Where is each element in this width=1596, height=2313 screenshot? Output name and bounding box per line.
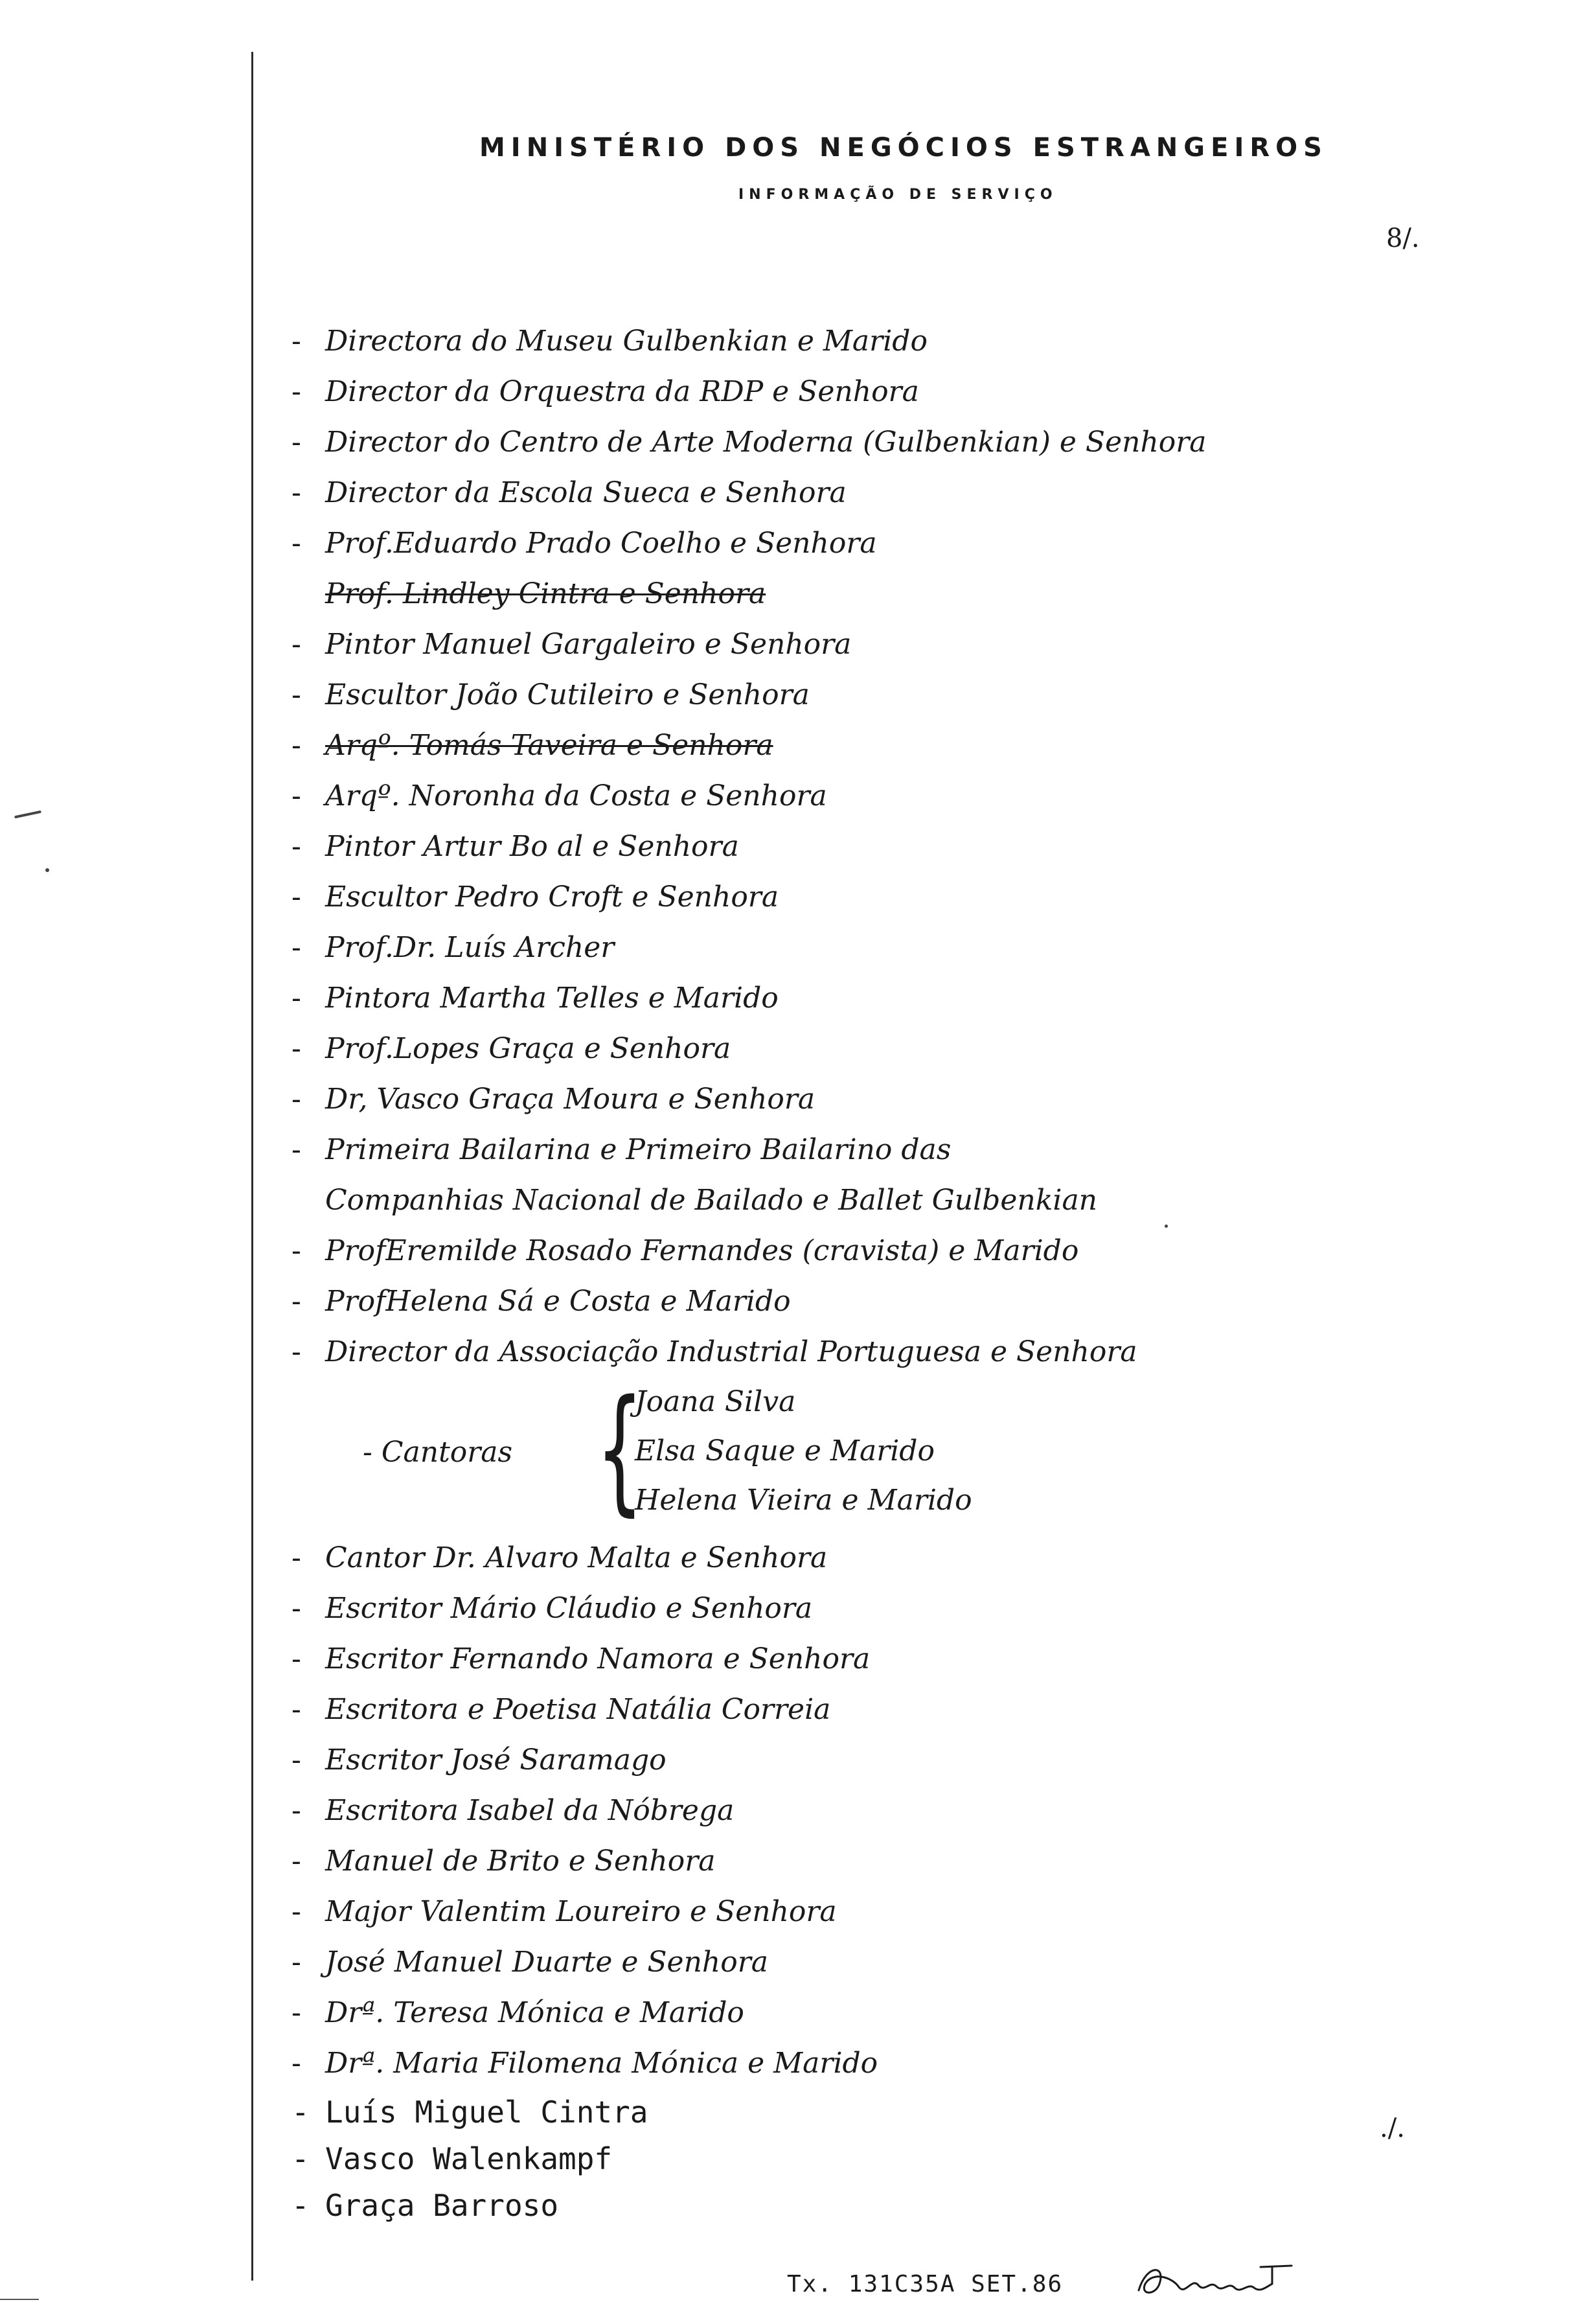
list-item: - Escritora e Poetisa Natália Correia: [291, 1693, 831, 1726]
singer-name: Joana Silva: [635, 1385, 796, 1418]
list-item: - Directora do Museu Gulbenkian e Marido: [291, 325, 928, 358]
list-item: - Director da Orquestra da RDP e Senhora: [291, 375, 919, 408]
list-item: - Director do Centro de Arte Moderna (Gulbenkian) e Senhora: [291, 426, 1207, 459]
list-item: - Prof.Lopes Graça e Senhora: [291, 1032, 731, 1065]
list-item: - Prof.Dr. Luís Archer: [291, 931, 615, 964]
singer-name: Elsa Saque e Marido: [635, 1434, 935, 1467]
list-item-struck: - Arqº. Tomás Taveira e Senhora: [291, 729, 773, 762]
list-item: - Escritora Isabel da Nóbrega: [291, 1794, 735, 1827]
continue-mark: ./.: [1380, 2113, 1405, 2143]
list-item: - Escultor João Cutileiro e Senhora: [291, 678, 810, 711]
list-item-continuation: Companhias Nacional de Bailado e Ballet Gulbenkian: [325, 1184, 1098, 1217]
scan-speck: [14, 811, 41, 819]
list-item: - Escultor Pedro Croft e Senhora: [291, 880, 779, 914]
scan-speck: [1165, 1225, 1168, 1228]
list-item: - Graça Barroso: [291, 2188, 559, 2223]
list-item: - Pintora Martha Telles e Marido: [291, 982, 779, 1015]
list-item: - Major Valentim Loureiro e Senhora: [291, 1895, 837, 1928]
list-item: - Primeira Bailarina e Primeiro Bailarino das: [291, 1133, 952, 1166]
list-item: - Escritor Mário Cláudio e Senhora: [291, 1592, 813, 1625]
bottom-edge-mark: [0, 2299, 39, 2300]
page-number: 8/.: [1386, 224, 1420, 253]
list-item: - Pintor Manuel Gargaleiro e Senhora: [291, 628, 852, 661]
list-item: - Prof.Eduardo Prado Coelho e Senhora: [291, 527, 877, 560]
list-item-struck: Prof. Lindley Cintra e Senhora: [325, 577, 766, 610]
singers-label: - Cantoras: [363, 1436, 513, 1469]
list-item: - José Manuel Duarte e Senhora: [291, 1946, 769, 1979]
list-item: - Escritor José Saramago: [291, 1743, 667, 1777]
list-item: - Cantor Dr. Alvaro Malta e Senhora: [291, 1541, 828, 1574]
scan-speck: [45, 868, 49, 872]
document-subtitle: INFORMAÇÃO DE SERVIÇO: [738, 187, 1058, 203]
singers-group: [291, 1370, 1522, 1533]
list-item: - ProfEremilde Rosado Fernandes (cravista) e Marido: [291, 1234, 1079, 1267]
footer-reference: Tx. 131C35A SET.86: [787, 2271, 1064, 2297]
list-item: - Escritor Fernando Namora e Senhora: [291, 1642, 871, 1675]
singers-names: [635, 1377, 972, 1525]
list-item: - Drª. Teresa Mónica e Marido: [291, 1996, 744, 2029]
list-item: - Vasco Walenkampf: [291, 2141, 613, 2176]
guest-list: [291, 316, 1522, 2229]
margin-line: [251, 52, 253, 2281]
signature-icon: [1134, 2258, 1295, 2303]
list-item: - Pintor Artur Bo al e Senhora: [291, 830, 739, 863]
list-item: - Director da Associação Industrial Portuguesa e Senhora: [291, 1335, 1137, 1368]
list-item: - Dr, Vasco Graça Moura e Senhora: [291, 1083, 815, 1116]
list-item: - Drª. Maria Filomena Mónica e Marido: [291, 2047, 878, 2080]
list-item: - Luís Miguel Cintra: [291, 2095, 648, 2130]
list-item: - Arqº. Noronha da Costa e Senhora: [291, 779, 827, 812]
list-item: - Manuel de Brito e Senhora: [291, 1845, 716, 1878]
list-item: - ProfHelena Sá e Costa e Marido: [291, 1285, 791, 1318]
curly-brace-icon: {: [596, 1370, 644, 1529]
list-item: - Director da Escola Sueca e Senhora: [291, 476, 847, 509]
ministry-title: MINISTÉRIO DOS NEGÓCIOS ESTRANGEIROS: [479, 133, 1328, 163]
singer-name: Helena Vieira e Marido: [635, 1484, 972, 1517]
